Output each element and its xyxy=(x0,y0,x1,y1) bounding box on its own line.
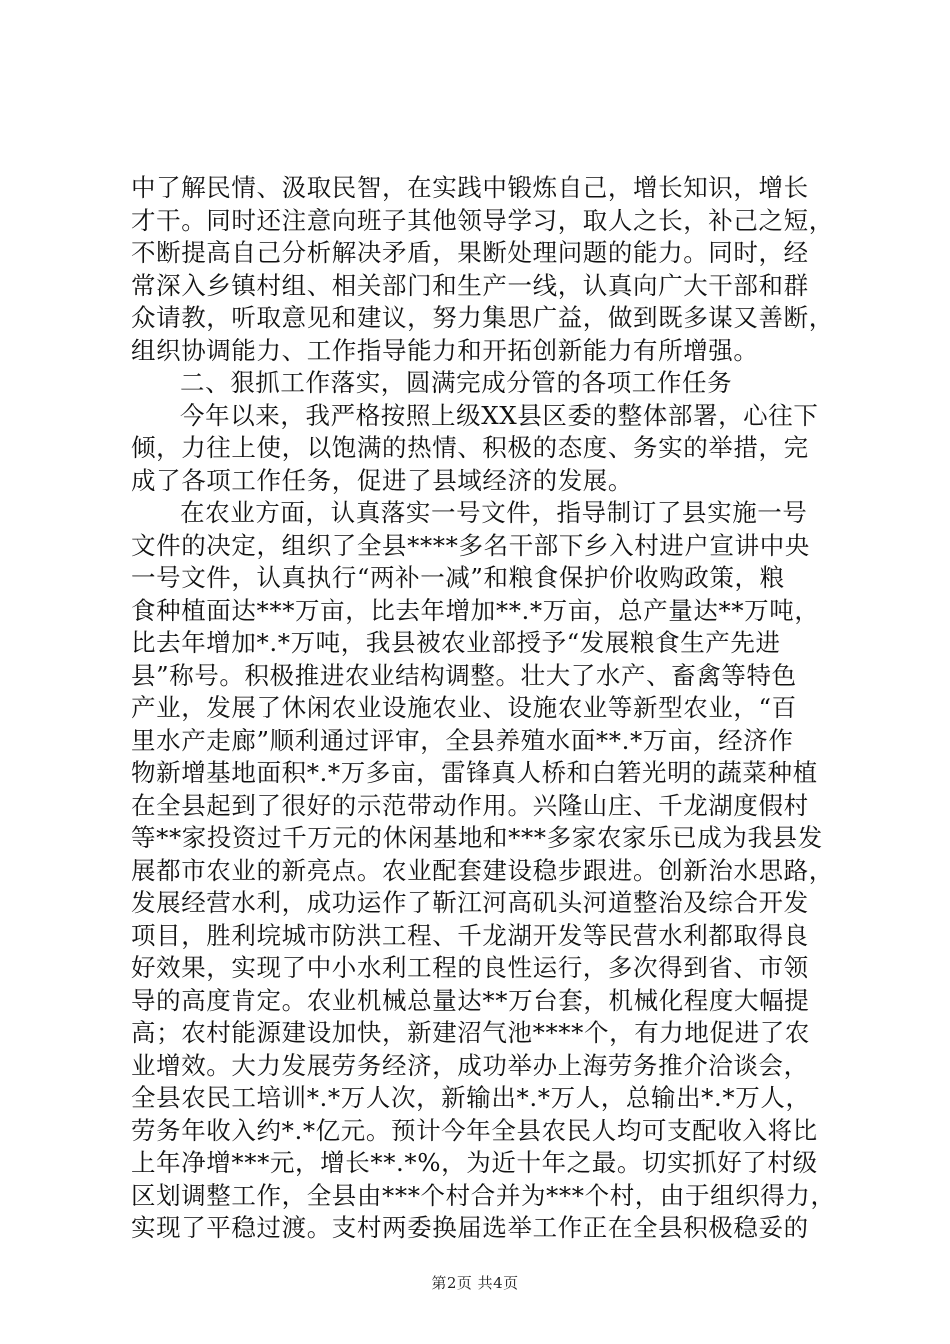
text-line: 比去年增加*.*万吨，我县被农业部授予“发展粮食生产先进 xyxy=(131,628,781,657)
text-line: 在农业方面，认真落实一号文件，指导制订了县实施一号 xyxy=(180,498,808,527)
text-line: 等**家投资过千万元的休闲基地和***多家农家乐已成为我县发 xyxy=(131,823,823,852)
text-line: 导的高度肯定。农业机械总量达**万台套，机械化程度大幅提 xyxy=(131,985,810,1015)
text-line: 展都市农业的新亮点。农业配套建设稳步跟进。创新治水思路， xyxy=(131,855,834,885)
text-line: 全县农民工培训*.*万人次，新输出*.*万人，总输出*.*万人， xyxy=(131,1083,811,1112)
text-line: 区划调整工作，全县由***个村合并为***个村，由于组织得力， xyxy=(131,1180,836,1210)
section-heading: 二、狠抓工作落实，圆满完成分管的各项工作任务 xyxy=(180,368,733,397)
text-line: 今年以来，我严格按照上级XX县区委的整体部署，心往下 xyxy=(180,400,819,430)
text-line: 才干。同时还注意向班子其他领导学习，取人之长，补己之短， xyxy=(131,205,834,235)
text-line: 高；农村能源建设加快，新建沼气池****个，有力地促进了农 xyxy=(131,1018,810,1047)
text-line: 众请教，听取意见和建议，努力集思广益，做到既多谋又善断， xyxy=(131,303,834,332)
text-line: 县”称号。积极推进农业结构调整。壮大了水产、畜禽等特色 xyxy=(131,660,797,690)
text-line: 中了解民情、汲取民智，在实践中锻炼自己，增长知识，增长 xyxy=(131,173,809,202)
text-line: 倾，力往上使，以饱满的热情、积极的态度、务实的举措，完 xyxy=(131,433,809,462)
text-line: 食种植面达***万亩，比去年增加**.*万亩，总产量达**万吨， xyxy=(131,595,820,625)
text-line: 业增效。大力发展劳务经济，成功举办上海劳务推介洽谈会， xyxy=(131,1050,809,1080)
page-number-footer: 第2页 共4页 xyxy=(431,1274,519,1292)
text-line: 产业，发展了休闲农业设施农业、设施农业等新型农业，“百 xyxy=(131,693,797,722)
text-line: 成了各项工作任务，促进了县域经济的发展。 xyxy=(131,465,633,495)
text-line: 不断提高自己分析解决矛盾，果断处理问题的能力。同时，经 xyxy=(131,238,809,267)
text-line: 常深入乡镇村组、相关部门和生产一线，认真向广大干部和群 xyxy=(131,270,809,300)
text-line: 一号文件，认真执行“两补一减”和粮食保护价收购政策，粮 xyxy=(131,563,785,592)
text-line: 物新增基地面积*.*万多亩，雷锋真人桥和白箬光明的蔬菜种植 xyxy=(131,758,818,787)
text-line: 组织协调能力、工作指导能力和开拓创新能力有所增强。 xyxy=(131,335,759,365)
text-line: 项目，胜利垸城市防洪工程、千龙湖开发等民营水利都取得良 xyxy=(131,920,809,950)
text-line: 在全县起到了很好的示范带动作用。兴隆山庄、千龙湖度假村 xyxy=(131,790,809,820)
text-line: 里水产走廊”顺利通过评审，全县养殖水面**.*万亩，经济作 xyxy=(131,725,794,755)
text-line: 文件的决定，组织了全县****多名干部下乡入村进户宣讲中央 xyxy=(131,530,810,560)
text-line: 上年净增***元，增长**.*%，为近十年之最。切实抓好了村级 xyxy=(131,1148,818,1177)
text-line: 发展经营水利，成功运作了靳江河高矶头河道整治及综合开发 xyxy=(131,888,809,917)
document-body xyxy=(131,172,836,1245)
text-line: 好效果，实现了中小水利工程的良性运行，多次得到省、市领 xyxy=(131,953,809,982)
text-line: 实现了平稳过渡。支村两委换届选举工作正在全县积极稳妥的 xyxy=(131,1213,809,1242)
text-line: 劳务年收入约*.*亿元。预计今年全县农民人均可支配收入将比 xyxy=(131,1115,818,1145)
